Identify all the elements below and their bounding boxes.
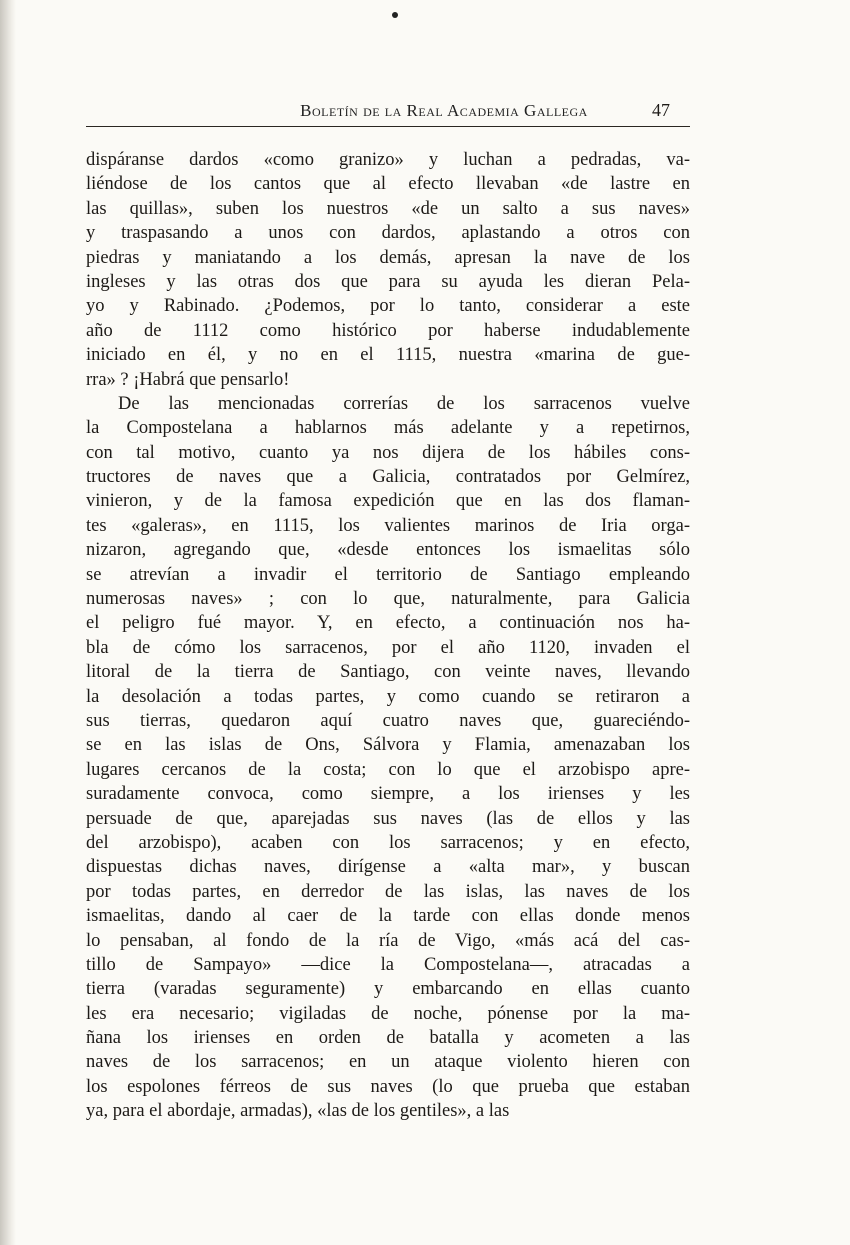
text-line: De las mencionadas correrías de los sarracenos vuelve	[118, 393, 690, 414]
text-line: la Compostelana a hablarnos más adelante y a repetirnos,	[86, 418, 690, 439]
text-line: ya, para el abordaje, armadas), «las de los gentiles», a las	[86, 1101, 510, 1122]
text-line: les era necesario; vigiladas de noche, pónense por la ma-	[86, 1003, 690, 1024]
page-number: 47	[652, 100, 670, 120]
body-text	[86, 148, 690, 1124]
text-line: se atrevían a invadir el territorio de Santiago empleando	[86, 564, 690, 585]
text-line: tillo de Sampayo» —dice la Compostelana—, atracadas a	[86, 954, 690, 975]
page-left-edge-shadow	[0, 0, 16, 1245]
text-line: persuade de que, aparejadas sus naves (las de ellos y las	[86, 808, 690, 829]
text-line: liéndose de los cantos que al efecto llevaban «de lastre en	[86, 174, 690, 195]
text-line: nizaron, agregando que, «desde entonces los ismaelitas sólo	[86, 540, 690, 561]
text-line: suradamente convoca, como siempre, a los irienses y les	[86, 784, 690, 805]
text-line: se en las islas de Ons, Sálvora y Flamia, amenazaban los	[86, 735, 690, 756]
text-line: tierra (varadas seguramente) y embarcando en ellas cuanto	[86, 979, 690, 1000]
text-line: por todas partes, en derredor de las islas, las naves de los	[86, 881, 690, 902]
text-line: las quillas», suben los nuestros «de un salto a sus naves»	[86, 198, 690, 219]
text-line: lo pensaban, al fondo de la ría de Vigo, «más acá del cas-	[86, 930, 690, 951]
text-line: dispáranse dardos «como granizo» y luchan a pedradas, va-	[86, 150, 690, 170]
journal-title: Boletín de la Real Academia Gallega	[300, 101, 588, 120]
text-line: los espolones férreos de sus naves (lo que prueba que estaban	[86, 1076, 690, 1097]
text-line: naves de los sarracenos; en un ataque violento hieren con	[86, 1052, 690, 1073]
text-line: iniciado en él, y no en el 1115, nuestra «marina de gue-	[86, 345, 690, 366]
text-line: rra» ? ¡Habrá que pensarlo!	[86, 369, 290, 390]
running-header	[86, 100, 690, 127]
text-line: litoral de la tierra de Santiago, con veinte naves, llevando	[86, 662, 690, 683]
text-line: con tal motivo, cuanto ya nos dijera de los hábiles cons-	[86, 442, 690, 463]
text-line: lugares cercanos de la costa; con lo que el arzobispo apre-	[86, 759, 690, 780]
print-mark-dot	[392, 12, 398, 18]
text-line: sus tierras, quedaron aquí cuatro naves que, guareciéndo-	[86, 710, 690, 731]
text-line: ñana los irienses en orden de batalla y acometen a las	[86, 1028, 690, 1049]
text-line: tructores de naves que a Galicia, contratados por Gelmírez,	[86, 467, 690, 488]
text-line: dispuestas dichas naves, dirígense a «alta mar», y buscan	[86, 857, 690, 878]
text-line: bla de cómo los sarracenos, por el año 1120, invaden el	[86, 637, 690, 658]
text-line: la desolación a todas partes, y como cuando se retiraron a	[86, 686, 690, 707]
text-line: del arzobispo), acaben con los sarracenos; y en efecto,	[86, 832, 690, 853]
text-line: y traspasando a unos con dardos, aplastando a otros con	[86, 223, 690, 244]
text-line: yo y Rabinado. ¿Podemos, por lo tanto, considerar a este	[86, 296, 690, 317]
text-line: ismaelitas, dando al caer de la tarde con ellas donde menos	[86, 906, 690, 927]
text-line: numerosas naves» ; con lo que, naturalmente, para Galicia	[86, 589, 690, 610]
text-line: tes «galeras», en 1115, los valientes marinos de Iria orga-	[86, 515, 690, 536]
text-line: año de 1112 como histórico por haberse indudablemente	[86, 320, 690, 341]
text-line: el peligro fué mayor. Y, en efecto, a continuación nos ha-	[86, 613, 690, 634]
text-line: vinieron, y de la famosa expedición que en las dos flaman-	[86, 491, 690, 512]
text-line: ingleses y las otras dos que para su ayuda les dieran Pela-	[86, 271, 690, 292]
text-line: piedras y maniatando a los demás, apresan la nave de los	[86, 247, 690, 268]
